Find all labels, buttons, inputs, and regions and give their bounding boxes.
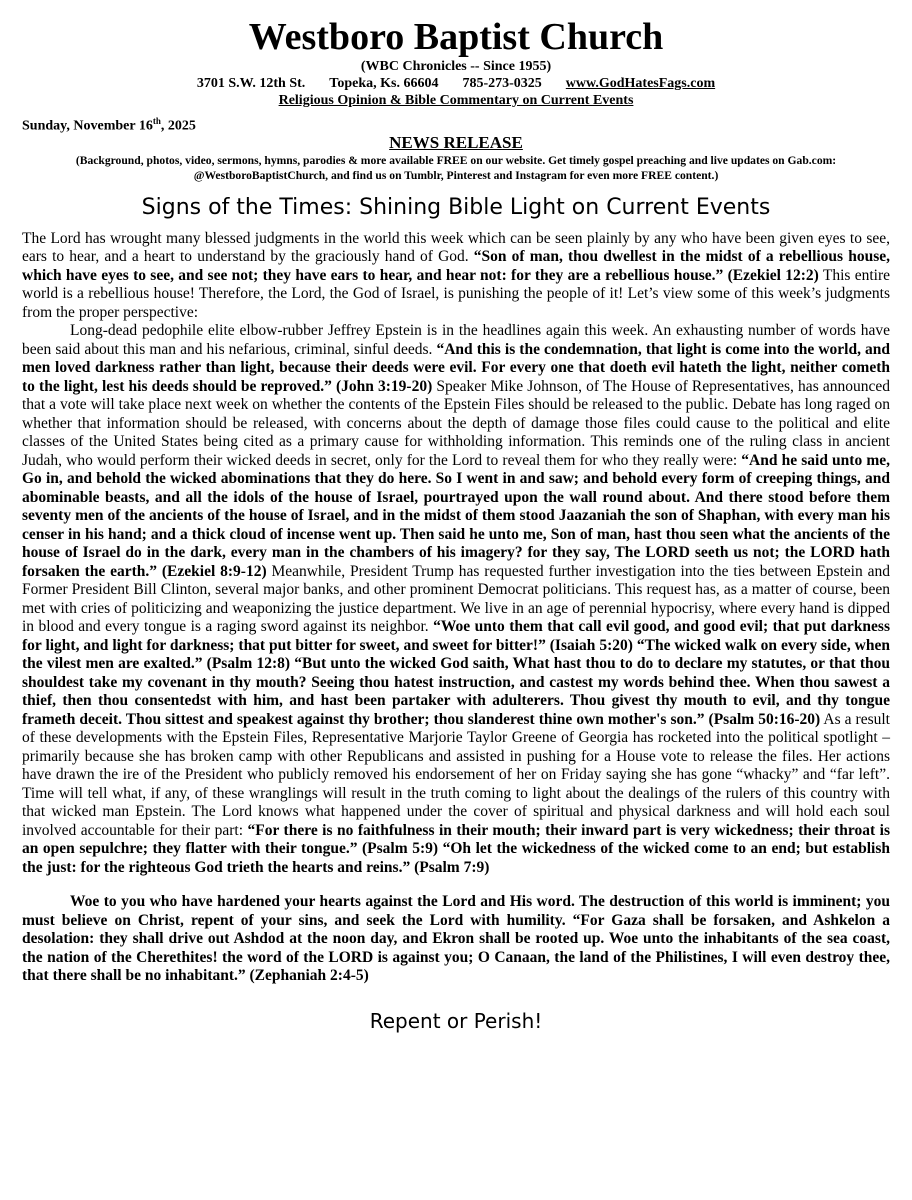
closing-slogan: Repent or Perish! xyxy=(369,1008,543,1033)
headline: Signs of the Times: Shining Bible Light on Current Events xyxy=(141,194,771,220)
body-text: Speaker Mike Johnson, of The House of Representatives, has announced that a vote will take place next week on whether the contents of the Epstein Files should be released to the public. Debate has long raged on whether that information should be released, with concerns about the depth of damage those files could cause to the political and elite classes of the United States being cited as a primary cause for withholding information. This reminds one of the ruling class in ancient Judah, who would perform their wicked deeds in secret, only for the Lord to reveal them for who they really were: xyxy=(22,377,890,469)
street-address: 3701 S.W. 12th St. xyxy=(196,76,306,91)
body-text: As a result of these developments with the Epstein Files, Representative Marjorie Taylor Greene of Georgia has rocketed into the political spotlight – primarily because she has broken camp with other Republicans and assisted in pushing for a House vote to release the files. Her actions have drawn the ire of the President who publicly removed his endorsement of her on Friday saying she has gone “whacky” and “far left”. Time will tell what, if any, of these wranglings will result in the truth coming to light about the dealings of the rulers of this country with that wicked man Epstein. The Lord knows what happened under the cover of spiritual and physical darkness and will hold each soul involved accountable for their part: xyxy=(22,710,890,839)
date-day: Sunday, November 16 xyxy=(22,118,153,134)
body-text: The Lord has wrought many blessed judgments in the world this week which can be seen plainly by any who have been given eyes to see, ears to hear, and a heart to understand by the graciously hand of God. xyxy=(22,229,890,266)
city-state-zip: Topeka, Ks. 66604 xyxy=(329,76,439,91)
contact-line xyxy=(22,75,890,92)
release-note: (Background, photos, video, sermons, hymns, parodies & more available FREE on our website. Get timely gospel preaching and live updates on Gab.com: @WestboroBaptistChurch, and find us on Tumblr, Pinterest and Instagram for even more FREE content.) xyxy=(75,153,837,182)
scripture-quote: “Woe unto them that call evil good, and good evil; that put darkness for light, and light for darkness; that put bitter for sweet, and sweet for bitter!” (Isaiah 5:20) “The wicked walk on every side, when the vilest men are exalted.” (Psalm 12:8) “But unto the wicked God saith, What hast thou to do to declare my statutes, or that thou shouldest take my covenant in thy mouth? Seeing thou hatest instruction, and castest my words behind thee. When thou sawest a thief, then thou consentedst with him, and hast been partaker with adulterers. Thou givest thy mouth to evil, and thy tongue frameth deceit. Thou sittest and speakest against thy brother; thou slanderest thine own mother's son.” (Psalm 50:16-20) xyxy=(22,618,890,728)
scripture-quote: “And this is the condemnation, that light is come into the world, and men loved darkness rather than light, because their deeds were evil. For every one that doeth evil hateth the light, neither cometh to the light, lest his deeds should be reproved.” (John 3:19-20) xyxy=(22,340,890,395)
paragraph-warning xyxy=(22,893,890,986)
phone-number: 785-273-0325 xyxy=(462,76,542,91)
paragraph-intro xyxy=(22,230,890,323)
body-text: This entire world is a rebellious house! Therefore, the Lord, the God of Israel, is punishing the people of it! Let’s view some of this week’s judgments from the proper perspective: xyxy=(22,266,890,321)
news-release-label: NEWS RELEASE xyxy=(389,132,523,152)
body-text: Long-dead pedophile elite elbow-rubber Jeffrey Epstein is in the headlines again this week. An exhausting number of words have been said about this man and his nefarious, criminal, sinful deeds. xyxy=(22,322,890,358)
scripture-quote: “Son of man, thou dwellest in the midst of a rebellious house, which have eyes to see, and see not; they have ears to hear, and hear not: for they are a rebellious house.” (Ezekiel 12:2) xyxy=(22,248,890,284)
scripture-quote: “For there is no faithfulness in their mouth; their inward part is very wickedness; their throat is an open sepulchre; they flatter with their tongue.” (Psalm 5:9) “Oh let the wickedness of the wicked come to an end; but establish the just: for the righteous God trieth the hearts and reins.” (Psalm 7:9) xyxy=(22,821,890,876)
body-text: Meanwhile, President Trump has requested further investigation into the ties between Epstein and Former President Bill Clinton, several major banks, and other prominent Democrat politicians. This request has, as a matter of course, been met with cries of politicizing and weaponizing the justice department. We live in an age of perennial hypocrisy, where every hand is dipped in blood and every tongue is a raging sword against its neighbor. xyxy=(22,562,890,636)
scripture-quote: “And he said unto me, Go in, and behold the wicked abominations that they do here. So I went in and saw; and behold every form of creeping things, and abominable beasts, and all the idols of the house of Israel, pourtrayed upon the wall round about. And there stood before them seventy men of the ancients of the house of Israel, and in the midst of them stood Jaazaniah the son of Shaphan, with every man his censer in his hand; and a thick cloud of incense went up. Then said he unto me, Son of man, hast thou seen what the ancients of the house of Israel do in the dark, every man in the chambers of his imagery? for they say, The LORD seeth us not; the LORD hath forsaken the earth.” (Ezekiel 8:9-12) xyxy=(22,451,891,580)
tagline: Religious Opinion & Bible Commentary on Current Events xyxy=(278,93,634,108)
news-release-document xyxy=(22,16,890,1034)
website-link[interactable]: www.GodHatesFags.com xyxy=(565,76,716,91)
date-year: , 2025 xyxy=(160,118,196,134)
date-ordinal: th xyxy=(152,116,161,126)
scripture-quote: Woe to you who have hardened your hearts against the Lord and His word. The destruction of this world is imminent; you must believe on Christ, repent of your sins, and seek the Lord with humility. “For Gaza shall be forsaken, and Ashkelon a desolation: they shall drive out Ashdod at the noon day, and Ekron shall be rooted up. Woe unto the inhabitants of the sea coast, the nation of the Cherethites! the word of the LORD is against you; O Canaan, the land of the Philistines, I will even destroy thee, that there shall be no inhabitant.” (Zephaniah 2:4-5) xyxy=(22,893,890,985)
paragraph-epstein xyxy=(22,322,890,877)
release-date xyxy=(22,113,890,135)
chronicles-subtitle: (WBC Chronicles -- Since 1955) xyxy=(360,59,552,74)
church-name: Westboro Baptist Church xyxy=(248,16,664,58)
